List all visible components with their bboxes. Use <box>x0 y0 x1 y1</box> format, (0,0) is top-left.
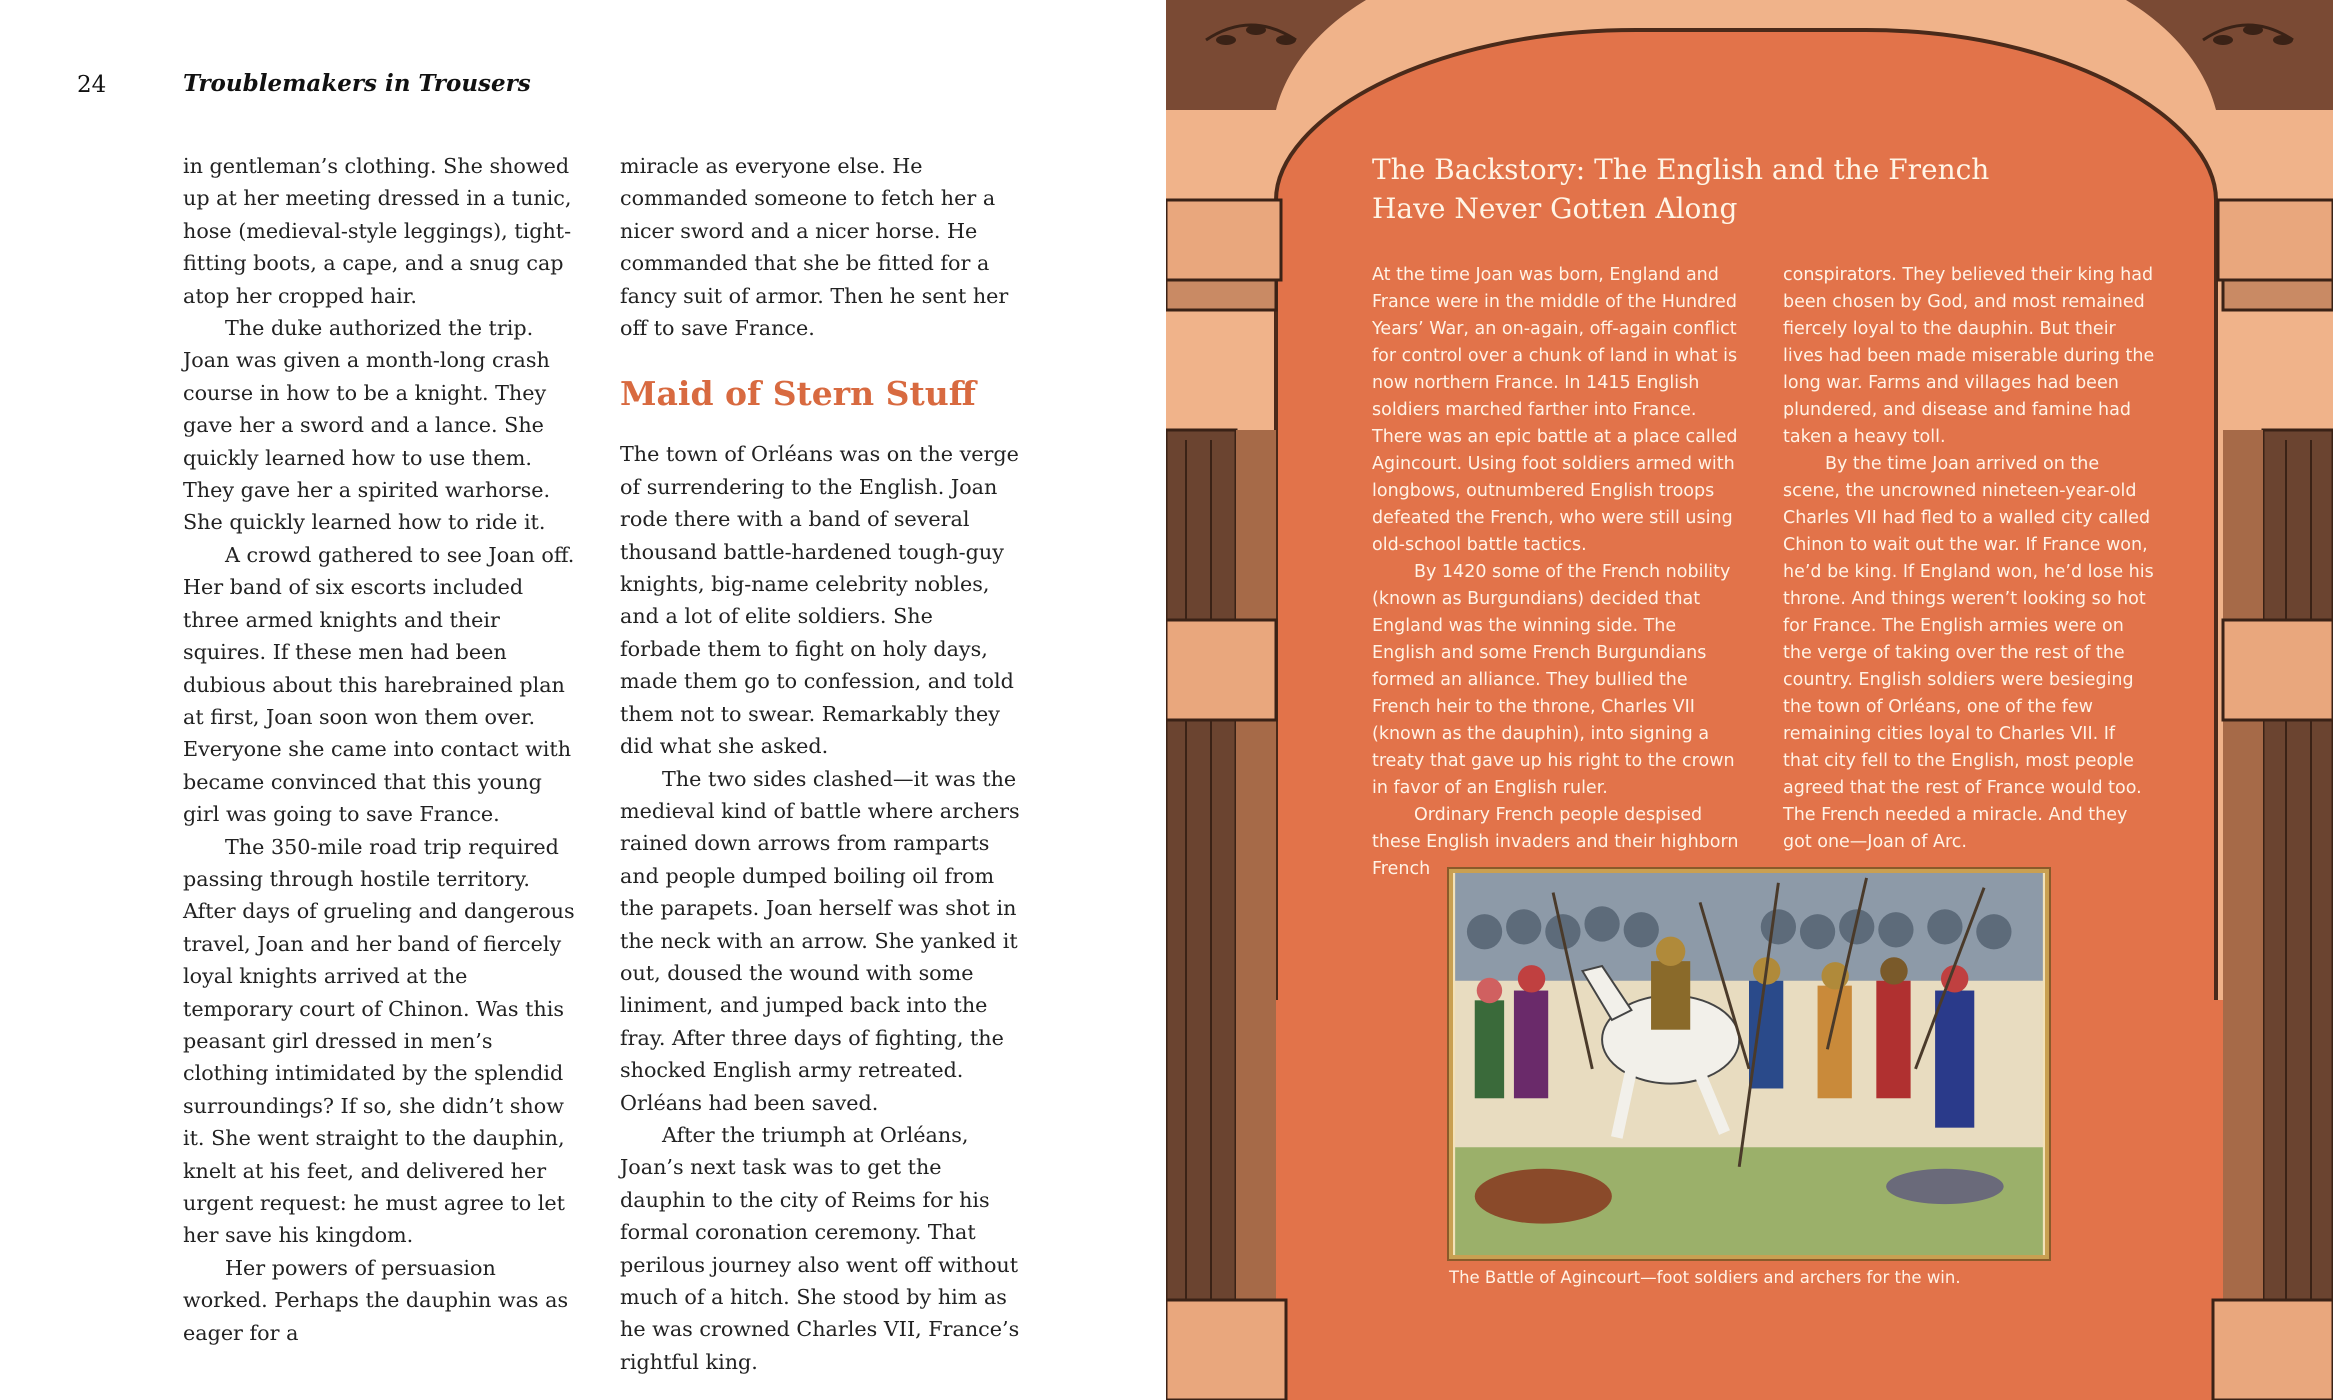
section-heading: Maid of Stern Stuff <box>620 374 976 414</box>
paragraph: At the time Joan was born, England and France were in the middle of the Hundred Years’ War, an on-again, off-again conflict for control over a chunk of land in what is now northern France. In 1415 English soldiers marched farther into France. There was an epic battle at a place called Agincourt. Using foot soldiers armed with longbows, outnumbered English troops defeated the French, who were still using old-school battle tactics. <box>1372 265 1738 555</box>
paragraph: Her powers of persuasion worked. Perhaps the dauphin was as eager for a <box>183 1255 569 1345</box>
paragraph: Ordinary French people despised these English invaders and their highborn French <box>1372 805 1739 879</box>
figure-caption: The Battle of Agincourt—foot soldiers and archers for the win. <box>1449 1268 1961 1287</box>
right-page-sidebar <box>1166 0 2333 1400</box>
body-column-1 <box>183 150 583 1349</box>
body-column-2 <box>620 150 1020 1378</box>
battle-painting-image <box>1453 873 2045 1255</box>
paragraph: After the triumph at Orléans, Joan’s next task was to get the dauphin to the city of Reims for his formal coronation ceremony. That perilous journey also went off without much of a hitch. She stood by him as he was crowned Charles VII, France’s rightful king. <box>620 1122 1020 1374</box>
paragraph: A crowd gathered to see Joan off. Her band of six escorts included three armed knights and their squires. If these men had been dubious about this harebrained plan at first, Joan soon won them over. Everyone she came into contact with became convinced that this young girl was going to save France. <box>183 542 575 827</box>
paragraph: The two sides clashed—it was the medieval kind of battle where archers rained down arrows from ramparts and people dumped boiling oil from the parapets. Joan herself was shot in the neck with an arrow. She yanked it out, doused the wound with some liniment, and jumped back into the fray. After three days of fighting, the shocked English army retreated. Orléans had been saved. <box>620 766 1020 1115</box>
paragraph: The 350-mile road trip required passing through hostile territory. After days of grueling and dangerous travel, Joan and her band of fiercely loyal knights arrived at the temporary court of Chinon. Was this peasant girl dressed in men’s clothing intimidated by the splendid surroundings? If so, she didn’t show it. She went straight to the dauphin, knelt at his feet, and delivered her urgent request: he must agree to let her save his kingdom. <box>183 834 575 1248</box>
paragraph: The town of Orléans was on the verge of surrendering to the English. Joan rode there with a band of several thousand battle-hardened tough-guy knights, big-name celebrity nobles, and a lot of elite soldiers. She forbade them to fight on holy days, made them go to confession, and told them not to swear. Remarkably they did what she asked. <box>620 442 1019 759</box>
page-number: 24 <box>77 72 107 98</box>
paragraph: in gentleman’s clothing. She showed up at her meeting dressed in a tunic, hose (medieval-style leggings), tight-fitting boots, a cape, and a snug cap atop her cropped hair. <box>183 154 572 308</box>
left-page <box>0 0 1166 1400</box>
paragraph: By 1420 some of the French nobility (known as Burgundians) decided that England was the winning side. The English and some French Burgundians formed an alliance. They bullied the French heir to the throne, Charles VII (known as the dauphin), into signing a treaty that gave up his right to the crown in favor of an English ruler. <box>1372 562 1735 798</box>
sidebar-column-1 <box>1372 262 1744 883</box>
paragraph: The duke authorized the trip. Joan was given a month-long crash course in how to be a knight. They gave her a sword and a lance. She quickly learned how to use them. They gave her a spirited warhorse. She quickly learned how to ride it. <box>183 316 551 535</box>
sidebar-title: The Backstory: The English and the French Have Never Gotten Along <box>1372 153 1990 225</box>
paragraph: By the time Joan arrived on the scene, the uncrowned nineteen-year-old Charles VII had fled to a walled city called Chinon to wait out the war. If France won, he’d be king. If England won, he’d lose his throne. And things weren’t looking so hot for France. The English armies were on the verge of taking over the rest of the country. English soldiers were besieging the town of Orléans, one of the few remaining cities loyal to Charles VII. If that city fell to the English, most people agreed that the rest of France would too. The French needed a miracle. And they got one—Joan of Arc. <box>1783 454 2154 852</box>
sidebar-column-2 <box>1783 262 2155 856</box>
running-head: Troublemakers in Trousers <box>183 70 531 97</box>
battle-illustration <box>1449 869 2049 1259</box>
paragraph: miracle as everyone else. He commanded someone to fetch her a nicer sword and a nicer horse. He commanded that she be fitted for a fancy suit of armor. Then he sent her off to save France. <box>620 154 1009 341</box>
paragraph: conspirators. They believed their king had been chosen by God, and most remained fiercely loyal to the dauphin. But their lives had been made miserable during the long war. Farms and villages had been plundered, and disease and famine had taken a heavy toll. <box>1783 265 2155 447</box>
